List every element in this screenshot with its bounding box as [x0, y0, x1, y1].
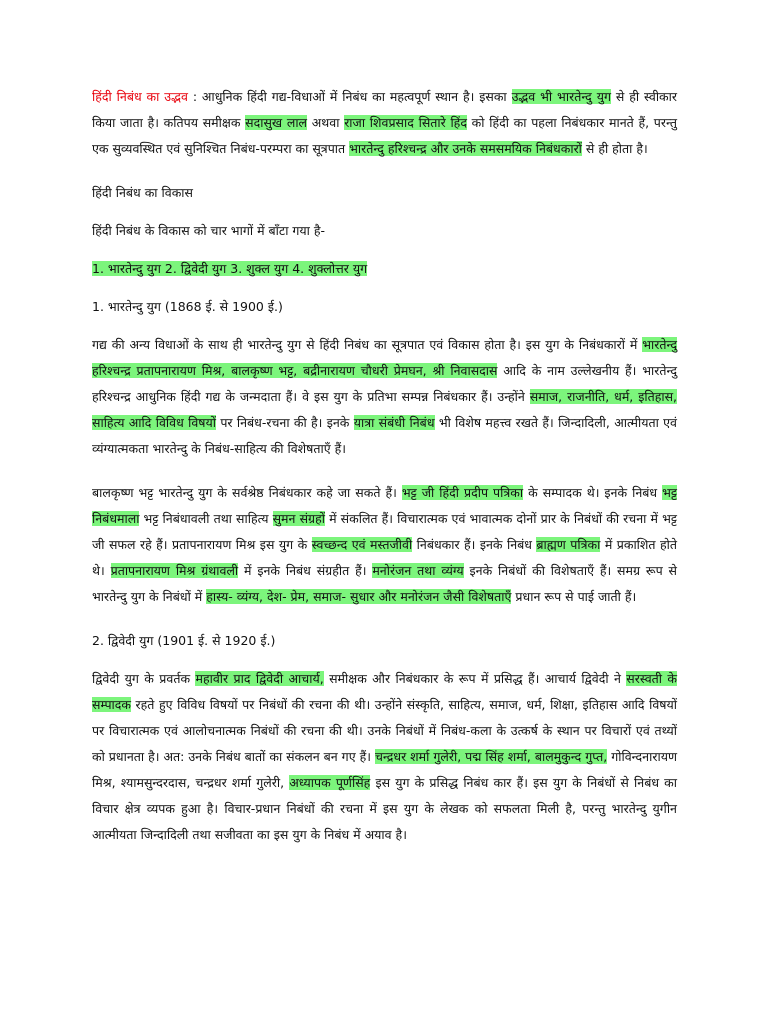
- text-run: आदि के नाम उल्लेखनीय हैं। भारतेन्दु हरिश्चन्द्र आधुनिक हिंदी गद्य के जन्मदाता हैं। वे इस युग के प्रतिभा सम्पन्न निबंधकार हैं। उन्होंने: [92, 363, 677, 404]
- highlight-run: सुमन संग्रहों: [272, 511, 325, 526]
- highlight-run: प्रतापनारायण मिश्र ग्रंथावली: [110, 563, 239, 578]
- text-run: को हिंदी का पहला निबंधकार मानते हैं, परन्तु एक सुव्यवस्थित एवं सुनिश्चित निबंध-परम्परा का सूत्रपात: [92, 115, 677, 156]
- highlight-run: उद्भव भी भारतेन्दु युग: [511, 89, 611, 104]
- text-run: निबंधकार हैं। इनके निबंध: [412, 537, 537, 552]
- text-run: भी विशेष महत्त्व रखते हैं। जिन्दादिली, आत्मीयता एवं व्यंग्यात्मकता भारतेन्दु के निबंध-साहित्य की विशेषताएँ हैं।: [92, 415, 677, 456]
- highlight-run: चन्द्रधर शर्मा गुलेरी, पद्म सिंह शर्मा, बालमुकुन्द गुप्त,: [374, 749, 608, 764]
- heading-development: हिंदी निबंध का विकास: [92, 185, 193, 200]
- highlight-run: भारतेन्दु हरिश्चन्द्र प्रतापनारायण मिश्र, बालकृष्ण भट्ट, बद्रीनारायण चौधरी प्रेमघन, श्री निवासदास: [92, 337, 677, 378]
- section-heading-dwivedi: 2. द्विवेदी युग (1901 ई. से 1920 ई.): [92, 633, 276, 648]
- text-run: के सम्पादक थे। इनके निबंध: [523, 485, 663, 500]
- text-run: गद्य की अन्य विधाओं के साथ ही भारतेन्दु युग से हिंदी निबंध का सूत्रपात एवं विकास होता है। इस युग के निबंधकारों में: [92, 337, 643, 352]
- section-heading-bharatendu: 1. भारतेन्दु युग (1868 ई. से 1900 ई.): [92, 299, 283, 314]
- essay-body: [92, 84, 677, 866]
- text-run: में प्रकाशित होते थे।: [92, 537, 677, 578]
- title-origin: हिंदी निबंध का उद्भव: [92, 89, 188, 104]
- highlight-run: हास्य- व्यंग्य, देश- प्रेम, समाज- सुधार और मनोरंजन जैसी विशेषताएँ: [206, 589, 512, 604]
- highlight-run: भट्ट जी हिंदी प्रदीप पत्रिका: [401, 485, 524, 500]
- highlight-run: सदासुख लाल: [245, 115, 308, 130]
- text-run: में संकलित हैं। विचारात्मक एवं भावात्मक दोनों प्रार के निबंधों की रचना में भट्ट जी सफल रहे हैं। प्रतापनारायण मिश्र इस युग के: [92, 511, 677, 552]
- text-run: से ही होता है।: [581, 141, 648, 156]
- highlight-run: स्वच्छन्द एवं मस्तजीवी: [311, 537, 413, 552]
- text-run: से ही स्वीकार किया जाता है। कतिपय समीक्षक: [92, 89, 678, 130]
- text-run: प्रधान रूप से पाई जाती हैं।: [511, 589, 637, 604]
- text-run: पर निबंध-रचना की है। इनके: [216, 415, 354, 430]
- text-run: में इनके निबंध संग्रहीत हैं।: [238, 563, 373, 578]
- text-run: : आधुनिक हिंदी गद्य-विधाओं में निबंध का महत्वपूर्ण स्थान है। इसका: [187, 89, 512, 104]
- highlight-run: राजा शिवप्रसाद सितारे हिंद: [344, 115, 467, 130]
- text-run: भट्ट निबंधावली तथा साहित्य: [139, 511, 273, 526]
- highlight-run: 1. भारतेन्दु युग 2. द्विवेदी युग 3. शुक्ल युग 4. शुक्लोत्तर युग: [92, 261, 368, 276]
- text-run: इनके निबंधों की विशेषताएँ हैं। समग्र रूप से भारतेन्दु युग के निबंधों में: [92, 563, 677, 604]
- paragraph-balkrishna-bhatt: [92, 480, 677, 610]
- text-run: द्विवेदी युग के प्रवर्तक: [92, 671, 196, 686]
- paragraph-origin: [92, 84, 677, 162]
- text-run: गोविन्दनारायण मिश्र, श्यामसुन्दरदास, चन्द्रधर शर्मा गुलेरी,: [92, 749, 677, 790]
- highlight-run: सरस्वती के सम्पादक: [92, 671, 678, 712]
- text-run: इस युग के प्रसिद्ध निबंध कार हैं। इस युग के निबंधों से निबंध का विचार क्षेत्र व्यपक हुआ है। विचार-प्रधान निबंधों की रचना में इस युग के लेखक को सफलता मिली है, परन्तु भारतेन्दु युगीन आत्मीयता जिन्दादिली तथा सजीवता का इस युग के निबंध में अयाव है।: [92, 775, 678, 842]
- text-run: बालकृष्ण भट्ट भारतेन्दु युग के सर्वश्रेष्ठ निबंधकार कहे जा सकते हैं।: [92, 485, 402, 500]
- highlight-run: अध्यापक पूर्णसिंह: [289, 775, 371, 790]
- highlight-run: यात्रा संबंधी निबंध: [353, 415, 435, 430]
- text-run: अथवा: [307, 115, 345, 130]
- highlight-run: ब्राह्मण पत्रिका: [536, 537, 601, 552]
- highlight-run: महावीर प्राद द्विवेदी आचार्य,: [195, 671, 324, 686]
- paragraph-dwivedi: [92, 666, 677, 848]
- paragraph-bharatendu: [92, 332, 677, 462]
- highlight-run: भट्ट निबंधमाला: [92, 485, 677, 526]
- highlight-run: समाज, राजनीति, धर्म, इतिहास, साहित्य आदि विविध विषयों: [92, 389, 677, 430]
- text-run: रहते हुए विविध विषयों पर निबंधों की रचना की थी। उन्होंने संस्कृति, साहित्य, समाज, धर्म, शिक्षा, इतिहास आदि विषयों पर विचारात्मक एवं आलोचनात्मक निबंधों की रचना की थी। उनके निबंधों में निबंध-कला के उत्कर्ष के स्थान पर विचारों एवं तथ्यों को प्रधानता है। अत: उनके निबंध बातों का संकलन बन गए हैं।: [92, 697, 677, 764]
- intro-line: हिंदी निबंध के विकास को चार भागों में बाँटा गया है-: [92, 223, 326, 238]
- era-list: [92, 256, 677, 282]
- text-run: समीक्षक और निबंधकार के रूप में प्रसिद्ध हैं। आचार्य द्विवेदी ने: [323, 671, 627, 686]
- highlight-run: मनोरंजन तथा व्यंग्य: [372, 563, 464, 578]
- highlight-run: भारतेन्दु हरिश्चन्द्र और उनके समसमयिक निबंधकारों: [349, 141, 582, 156]
